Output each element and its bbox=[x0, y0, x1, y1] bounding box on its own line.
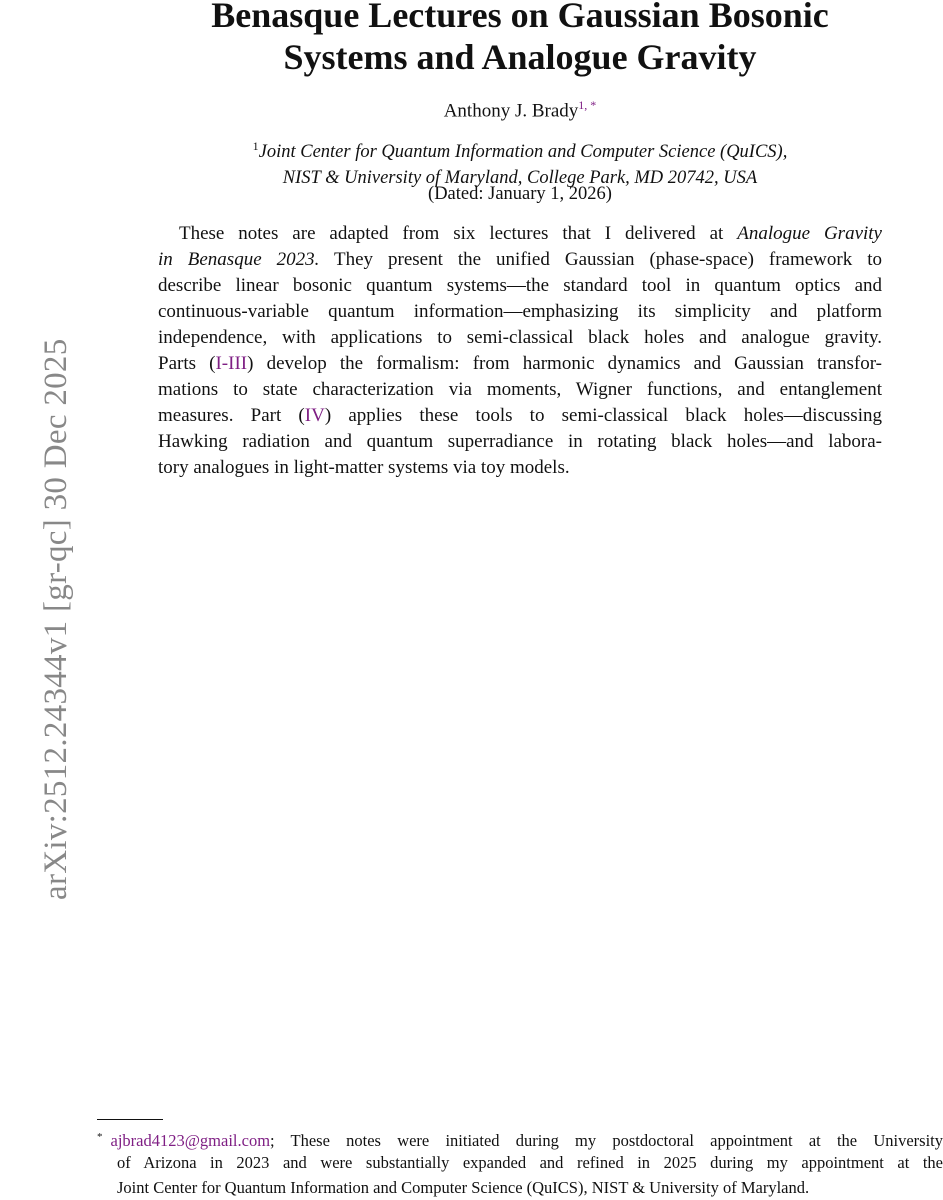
abstract-line bbox=[158, 455, 882, 481]
abstract-line bbox=[158, 351, 882, 377]
abstract-line bbox=[158, 403, 882, 429]
abstract-line bbox=[158, 299, 882, 325]
abstract-text: Parts ( bbox=[158, 353, 216, 374]
footnote-mark: * bbox=[97, 1131, 103, 1143]
email-link[interactable]: ajbrad4123@gmail.com bbox=[110, 1131, 271, 1150]
abstract-line bbox=[158, 273, 882, 299]
footnote-text-2: of Arizona in 2023 and were substantially expanded and refined in 2025 during my appointment at the bbox=[117, 1153, 943, 1172]
author-name: Anthony J. Brady bbox=[443, 100, 579, 122]
abstract-text: in Benasque 2023. bbox=[158, 249, 320, 270]
abstract-text: independence, with applications to semi-classical black holes and analogue gravity. bbox=[158, 327, 882, 348]
abstract-text: Analogue Gravity bbox=[737, 223, 882, 244]
affiliation-line-1: Joint Center for Quantum Information and Computer Science (QuICS), bbox=[258, 142, 788, 163]
abstract-text: ) develop the formalism: from harmonic dynamics and Gaussian transfor- bbox=[247, 353, 883, 374]
paper-title bbox=[0, 0, 943, 78]
footnote-text-1: ; These notes were initiated during my postdoctoral appointment at the University bbox=[270, 1131, 943, 1150]
date-line: (Dated: January 1, 2026) bbox=[428, 184, 612, 204]
footnote bbox=[97, 1125, 943, 1200]
abstract bbox=[158, 221, 882, 481]
affiliation-mark: 1 bbox=[252, 139, 259, 153]
footnote-rule bbox=[97, 1119, 163, 1120]
abstract-text: tory analogues in light-matter systems via toy models. bbox=[158, 457, 570, 478]
author-marks[interactable]: 1, * bbox=[578, 98, 597, 112]
author bbox=[0, 98, 943, 122]
abstract-text: These notes are adapted from six lectures that I delivered at bbox=[179, 223, 738, 244]
part-reference-link[interactable]: IV bbox=[304, 405, 325, 426]
abstract-line bbox=[158, 221, 882, 247]
abstract-line bbox=[158, 377, 882, 403]
abstract-text: Hawking radiation and quantum superradiance in rotating black holes—and labora- bbox=[158, 431, 882, 452]
abstract-text: measures. Part ( bbox=[158, 405, 305, 426]
title-line-2: Systems and Analogue Gravity bbox=[283, 37, 757, 77]
arxiv-identifier-stamp: arXiv:2512.24344v1 [gr-qc] 30 Dec 2025 bbox=[38, 338, 74, 900]
affiliation bbox=[0, 133, 943, 191]
part-reference-link[interactable]: I-III bbox=[215, 353, 248, 374]
abstract-text: ) applies these tools to semi-classical black holes—discussing bbox=[324, 405, 882, 426]
title-line-1: Benasque Lectures on Gaussian Bosonic bbox=[211, 0, 829, 35]
abstract-text: mations to state characterization via moments, Wigner functions, and entanglement bbox=[158, 379, 882, 400]
abstract-line bbox=[158, 325, 882, 351]
affiliation-line-2: NIST & University of Maryland, College Park, MD 20742, USA bbox=[282, 168, 758, 189]
footnote-text-3: Joint Center for Quantum Information and Computer Science (QuICS), NIST & University of Maryland. bbox=[117, 1178, 810, 1197]
abstract-text: continuous-variable quantum information—emphasizing its simplicity and platform bbox=[158, 301, 882, 322]
abstract-line bbox=[158, 247, 882, 273]
abstract-text: They present the unified Gaussian (phase-space) framework to bbox=[319, 249, 882, 270]
abstract-line bbox=[158, 429, 882, 455]
abstract-text: describe linear bosonic quantum systems—the standard tool in quantum optics and bbox=[158, 275, 882, 296]
